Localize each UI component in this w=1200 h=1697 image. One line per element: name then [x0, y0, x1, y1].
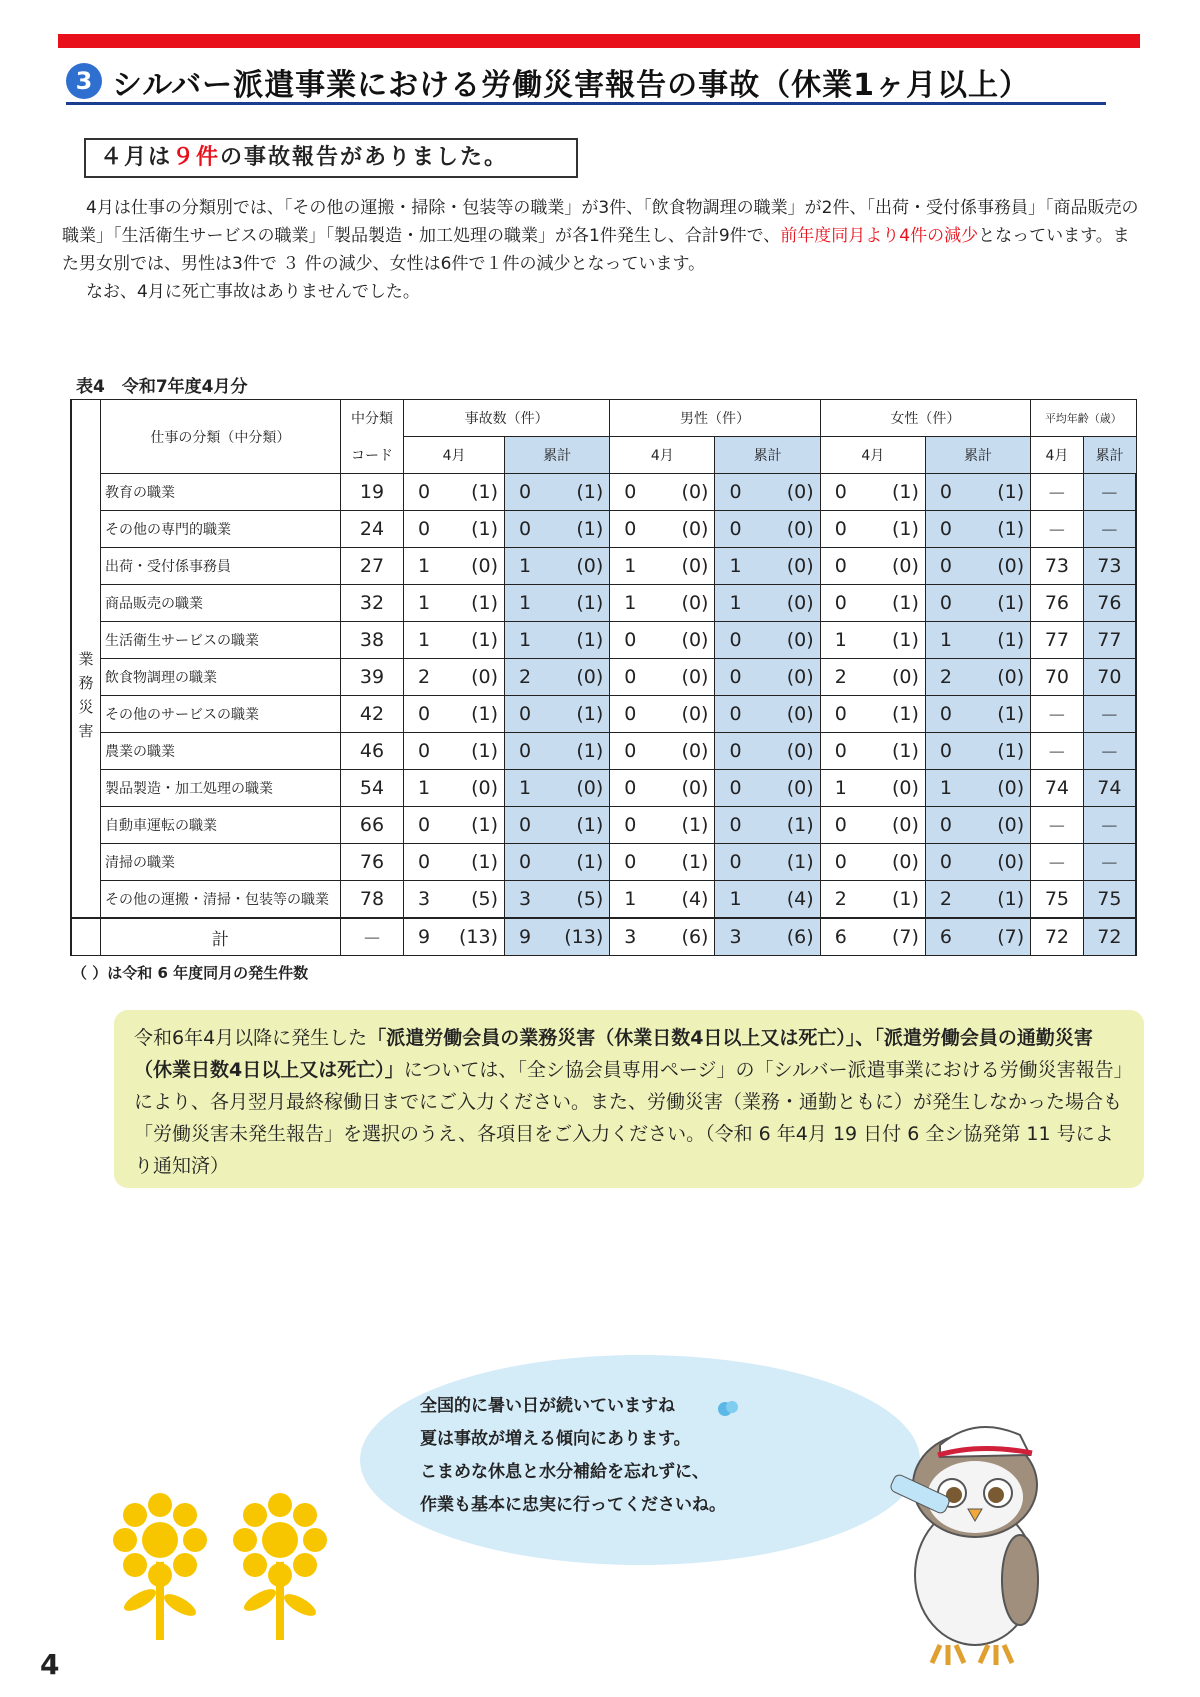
code-cell: 24 — [340, 511, 403, 548]
code-cell: 27 — [340, 548, 403, 585]
accidents-april-prev: (13) — [454, 918, 505, 956]
female-cumulative: 0 — [925, 844, 978, 881]
male-cumulative: 0 — [715, 733, 768, 770]
female-cumulative: 6 — [925, 918, 978, 956]
age-cumulative: 74 — [1083, 770, 1136, 807]
job-category-name: 生活衛生サービスの職業 — [100, 622, 340, 659]
age-cumulative: － — [1083, 474, 1136, 511]
notice-bold: 「派遣労働会員の業務災害（休業日数4日以上又は死亡）」、「派遣労働会員の通勤災害（休業日数4日以上又は死亡）」 — [134, 1027, 1093, 1081]
code-cell: 76 — [340, 844, 403, 881]
total-side-blank — [71, 918, 100, 956]
female-april-prev: (7) — [873, 918, 926, 956]
female-cumulative-prev: (0) — [978, 770, 1031, 807]
header-male-cumulative: 累計 — [715, 437, 820, 474]
female-cumulative-prev: (1) — [978, 585, 1031, 622]
age-april: － — [1031, 511, 1084, 548]
accidents-april: 1 — [404, 548, 455, 585]
age-april: － — [1031, 733, 1084, 770]
age-cumulative: 76 — [1083, 585, 1136, 622]
female-april-prev: (1) — [873, 511, 926, 548]
accidents-april-prev: (1) — [454, 511, 505, 548]
male-cumulative-prev: (0) — [768, 474, 821, 511]
male-april: 3 — [610, 918, 663, 956]
female-cumulative: 0 — [925, 696, 978, 733]
bubble-line-3: こまめな休息と水分補給を忘れずに、 — [420, 1462, 709, 1482]
age-cumulative: － — [1083, 733, 1136, 770]
female-april-prev: (1) — [873, 585, 926, 622]
age-cumulative: 72 — [1083, 918, 1136, 956]
accidents-cumulative-prev: (0) — [557, 548, 610, 585]
accidents-cumulative: 1 — [505, 622, 558, 659]
female-april: 6 — [820, 918, 873, 956]
accidents-april-prev: (1) — [454, 474, 505, 511]
female-cumulative-prev: (0) — [978, 844, 1031, 881]
bubble-line-1: 全国的に暑い日が続いていますね — [420, 1396, 675, 1416]
accidents-april-prev: (1) — [454, 807, 505, 844]
female-cumulative: 2 — [925, 881, 978, 919]
age-april: 70 — [1031, 659, 1084, 696]
male-cumulative: 0 — [715, 622, 768, 659]
female-cumulative: 0 — [925, 585, 978, 622]
table-row — [71, 844, 1136, 881]
accidents-cumulative: 1 — [505, 585, 558, 622]
female-april-prev: (1) — [873, 881, 926, 919]
male-cumulative: 0 — [715, 807, 768, 844]
body-p1-highlight: 前年度同月より4件の減少 — [780, 226, 979, 246]
age-cumulative: － — [1083, 696, 1136, 733]
side-label-char: 務 — [78, 674, 94, 693]
accidents-april: 1 — [404, 622, 455, 659]
male-cumulative: 1 — [715, 548, 768, 585]
age-april: － — [1031, 696, 1084, 733]
female-cumulative-prev: (0) — [978, 659, 1031, 696]
female-cumulative: 0 — [925, 807, 978, 844]
table-row — [71, 511, 1136, 548]
female-april: 1 — [820, 622, 873, 659]
table-row — [71, 548, 1136, 585]
age-april: 73 — [1031, 548, 1084, 585]
table-row — [71, 696, 1136, 733]
page-number: 4 — [40, 1648, 60, 1681]
header-age-april: 4月 — [1031, 437, 1084, 474]
side-label-char: 害 — [78, 722, 94, 741]
header-code-bottom: コード — [340, 437, 403, 474]
male-cumulative: 0 — [715, 696, 768, 733]
male-april: 1 — [610, 585, 663, 622]
male-cumulative: 0 — [715, 511, 768, 548]
female-april: 0 — [820, 585, 873, 622]
section-title — [66, 60, 1106, 105]
male-cumulative: 1 — [715, 881, 768, 919]
male-cumulative-prev: (4) — [768, 881, 821, 919]
accidents-april: 9 — [404, 918, 455, 956]
male-april-prev: (0) — [662, 622, 715, 659]
summary-post: の事故報告がありました。 — [220, 145, 509, 170]
female-cumulative: 0 — [925, 474, 978, 511]
male-april-prev: (0) — [662, 511, 715, 548]
female-cumulative-prev: (1) — [978, 733, 1031, 770]
accidents-april: 0 — [404, 696, 455, 733]
male-cumulative-prev: (1) — [768, 807, 821, 844]
male-cumulative-prev: (0) — [768, 733, 821, 770]
female-cumulative: 1 — [925, 770, 978, 807]
accidents-cumulative-prev: (1) — [557, 585, 610, 622]
male-april-prev: (0) — [662, 474, 715, 511]
accidents-cumulative: 0 — [505, 696, 558, 733]
header-acc-cumulative: 累計 — [505, 437, 610, 474]
accidents-april-prev: (1) — [454, 733, 505, 770]
age-april: － — [1031, 844, 1084, 881]
male-april: 0 — [610, 622, 663, 659]
male-cumulative-prev: (0) — [768, 770, 821, 807]
male-april-prev: (4) — [662, 881, 715, 919]
female-april: 0 — [820, 733, 873, 770]
side-header-blank — [71, 400, 100, 474]
sunflower-icon — [230, 1490, 330, 1640]
female-cumulative-prev: (1) — [978, 881, 1031, 919]
job-category-name: 商品販売の職業 — [100, 585, 340, 622]
notice-text-1: 令和6年4月以降に発生した — [134, 1027, 368, 1049]
accidents-april: 0 — [404, 844, 455, 881]
body-paragraph-2: なお、4月に死亡事故はありませんでした。 — [86, 282, 420, 302]
female-cumulative-prev: (1) — [978, 511, 1031, 548]
accidents-cumulative: 0 — [505, 733, 558, 770]
female-april: 0 — [820, 844, 873, 881]
accidents-april-prev: (0) — [454, 659, 505, 696]
header-male: 男性（件） — [610, 400, 820, 437]
female-april-prev: (0) — [873, 807, 926, 844]
top-red-bar — [58, 34, 1140, 48]
accidents-cumulative-prev: (13) — [557, 918, 610, 956]
female-april: 0 — [820, 511, 873, 548]
speech-bubble-tail — [830, 1490, 870, 1532]
code-cell: 39 — [340, 659, 403, 696]
accidents-april: 0 — [404, 474, 455, 511]
code-cell: 42 — [340, 696, 403, 733]
job-category-name: 農業の職業 — [100, 733, 340, 770]
job-category-name: 出荷・受付係事務員 — [100, 548, 340, 585]
job-category-name: 製品製造・加工処理の職業 — [100, 770, 340, 807]
male-april: 0 — [610, 733, 663, 770]
female-cumulative: 0 — [925, 548, 978, 585]
header-female: 女性（件） — [820, 400, 1030, 437]
accidents-cumulative-prev: (0) — [557, 770, 610, 807]
age-april: 72 — [1031, 918, 1084, 956]
male-cumulative: 1 — [715, 585, 768, 622]
job-category-name: その他のサービスの職業 — [100, 696, 340, 733]
accidents-cumulative: 0 — [505, 807, 558, 844]
female-april: 0 — [820, 548, 873, 585]
male-april-prev: (1) — [662, 807, 715, 844]
female-cumulative-prev: (0) — [978, 548, 1031, 585]
code-cell: 19 — [340, 474, 403, 511]
accidents-april: 1 — [404, 585, 455, 622]
total-label: 計 — [100, 918, 340, 956]
sweat-droplet-icon — [716, 1398, 740, 1420]
notice-text-2: については、「全シ協会員専用ページ」の「シルバー派遣事業における労働災害報告」により、各月翌月最終稼働日までにご入力ください。また、労働災害（業務・通勤ともに）が発生しなかった場合も「労働災害未発生報告」を選択のうえ、各項目をご入力ください。（令和 6 年4月 19 日付 6 全シ協発第 11 号により通知済） — [134, 1059, 1124, 1177]
accidents-cumulative: 1 — [505, 548, 558, 585]
header-female-cumulative: 累計 — [925, 437, 1030, 474]
table-row — [71, 585, 1136, 622]
female-april-prev: (0) — [873, 659, 926, 696]
accident-table — [70, 399, 1137, 956]
notice-box — [114, 1010, 1144, 1188]
table-row — [71, 659, 1136, 696]
accidents-april: 0 — [404, 511, 455, 548]
body-p1-b: となっています。また男女別では、男性は3件で ３ 件の減少、女性は6件で１件の減少となっています。 — [62, 226, 1130, 274]
summary-count: ９件 — [172, 145, 221, 170]
accidents-cumulative-prev: (5) — [557, 881, 610, 919]
accidents-april-prev: (0) — [454, 770, 505, 807]
male-april-prev: (0) — [662, 770, 715, 807]
female-april-prev: (0) — [873, 770, 926, 807]
bubble-line-2: 夏は事故が増える傾向にあります。 — [420, 1429, 691, 1449]
summary-box — [84, 138, 578, 178]
age-cumulative: 77 — [1083, 622, 1136, 659]
male-april: 1 — [610, 548, 663, 585]
male-cumulative-prev: (0) — [768, 585, 821, 622]
accidents-april-prev: (1) — [454, 696, 505, 733]
male-cumulative: 0 — [715, 844, 768, 881]
female-cumulative-prev: (1) — [978, 622, 1031, 659]
age-cumulative: － — [1083, 807, 1136, 844]
code-cell: － — [340, 918, 403, 956]
accidents-cumulative: 0 — [505, 844, 558, 881]
female-april-prev: (0) — [873, 844, 926, 881]
bubble-line-4: 作業も基本に忠実に行ってくださいね。 — [420, 1495, 726, 1515]
header-male-april: 4月 — [610, 437, 715, 474]
male-cumulative-prev: (0) — [768, 511, 821, 548]
female-cumulative-prev: (0) — [978, 807, 1031, 844]
male-cumulative-prev: (1) — [768, 844, 821, 881]
accidents-april-prev: (1) — [454, 585, 505, 622]
female-april: 0 — [820, 807, 873, 844]
accidents-april: 0 — [404, 733, 455, 770]
male-cumulative-prev: (0) — [768, 659, 821, 696]
accidents-april-prev: (5) — [454, 881, 505, 919]
male-april: 0 — [610, 807, 663, 844]
female-april-prev: (1) — [873, 622, 926, 659]
male-cumulative: 0 — [715, 474, 768, 511]
female-cumulative-prev: (1) — [978, 474, 1031, 511]
table-row — [71, 881, 1136, 919]
header-code-top: 中分類 — [340, 400, 403, 437]
job-category-name: 飲食物調理の職業 — [100, 659, 340, 696]
male-cumulative: 0 — [715, 659, 768, 696]
age-cumulative: － — [1083, 844, 1136, 881]
table-total-row — [71, 918, 1136, 956]
female-april-prev: (1) — [873, 733, 926, 770]
job-category-name: 教育の職業 — [100, 474, 340, 511]
age-april: － — [1031, 474, 1084, 511]
header-age: 平均年齢（歳） — [1031, 400, 1136, 437]
job-category-name: 清掃の職業 — [100, 844, 340, 881]
code-cell: 38 — [340, 622, 403, 659]
male-april: 0 — [610, 511, 663, 548]
accidents-cumulative: 0 — [505, 511, 558, 548]
header-female-april: 4月 — [820, 437, 925, 474]
male-april: 0 — [610, 844, 663, 881]
accidents-cumulative: 2 — [505, 659, 558, 696]
accidents-april-prev: (0) — [454, 548, 505, 585]
accidents-april: 2 — [404, 659, 455, 696]
accidents-cumulative: 3 — [505, 881, 558, 919]
male-april: 0 — [610, 474, 663, 511]
male-april: 1 — [610, 881, 663, 919]
age-cumulative: － — [1083, 511, 1136, 548]
table-footnote: （ ）は令和 6 年度同月の発生件数 — [72, 964, 309, 982]
age-cumulative: 75 — [1083, 881, 1136, 919]
male-april: 0 — [610, 659, 663, 696]
side-label-char: 災 — [78, 698, 94, 717]
female-cumulative-prev: (7) — [978, 918, 1031, 956]
male-april-prev: (6) — [662, 918, 715, 956]
accidents-cumulative: 9 — [505, 918, 558, 956]
accidents-april: 0 — [404, 807, 455, 844]
accidents-cumulative: 1 — [505, 770, 558, 807]
body-text — [62, 194, 1142, 306]
body-p1-a: 4月は仕事の分類別では、「その他の運搬・掃除・包装等の職業」が3件、「飲食物調理の職業」が2件、「出荷・受付係事務員」「商品販売の職業」「生活衛生サービスの職業」「製品製造・加工処理の職業」が各1件発生し、合計9件で、 — [62, 198, 1139, 246]
table-row — [71, 770, 1136, 807]
table-row — [71, 733, 1136, 770]
female-cumulative: 2 — [925, 659, 978, 696]
section-title-text: シルバー派遣事業における労働災害報告の事故（休業1ヶ月以上） — [112, 68, 1031, 103]
age-april: 75 — [1031, 881, 1084, 919]
male-cumulative: 0 — [715, 770, 768, 807]
header-category: 仕事の分類（中分類） — [100, 400, 340, 474]
female-april: 0 — [820, 696, 873, 733]
job-category-name: 自動車運転の職業 — [100, 807, 340, 844]
age-april: 74 — [1031, 770, 1084, 807]
female-april: 2 — [820, 659, 873, 696]
header-accidents: 事故数（件） — [404, 400, 610, 437]
accidents-cumulative-prev: (1) — [557, 844, 610, 881]
age-april: － — [1031, 807, 1084, 844]
accidents-cumulative-prev: (1) — [557, 474, 610, 511]
accidents-cumulative-prev: (1) — [557, 733, 610, 770]
code-cell: 66 — [340, 807, 403, 844]
accidents-april: 1 — [404, 770, 455, 807]
code-cell: 32 — [340, 585, 403, 622]
body-paragraph-1 — [62, 194, 1142, 278]
male-cumulative-prev: (0) — [768, 548, 821, 585]
age-cumulative: 70 — [1083, 659, 1136, 696]
female-cumulative: 0 — [925, 511, 978, 548]
table-caption: 表4 令和7年度4月分 — [76, 377, 248, 397]
female-cumulative-prev: (1) — [978, 696, 1031, 733]
accidents-cumulative-prev: (0) — [557, 659, 610, 696]
male-april-prev: (0) — [662, 548, 715, 585]
age-april: 77 — [1031, 622, 1084, 659]
female-april: 1 — [820, 770, 873, 807]
code-cell: 78 — [340, 881, 403, 919]
female-cumulative: 0 — [925, 733, 978, 770]
side-label-work-accident — [71, 474, 100, 919]
male-april: 0 — [610, 770, 663, 807]
accidents-cumulative-prev: (1) — [557, 807, 610, 844]
male-april-prev: (0) — [662, 585, 715, 622]
speech-bubble-text — [420, 1390, 726, 1522]
job-category-name: その他の専門的職業 — [100, 511, 340, 548]
female-april-prev: (1) — [873, 474, 926, 511]
sunflower-icon — [110, 1490, 210, 1640]
accidents-cumulative-prev: (1) — [557, 622, 610, 659]
side-label-char: 業 — [78, 650, 94, 669]
accidents-cumulative-prev: (1) — [557, 511, 610, 548]
owl-mascot-icon — [880, 1405, 1060, 1670]
female-april-prev: (1) — [873, 696, 926, 733]
female-april: 2 — [820, 881, 873, 919]
male-april-prev: (0) — [662, 696, 715, 733]
accidents-cumulative: 0 — [505, 474, 558, 511]
male-april-prev: (0) — [662, 733, 715, 770]
male-cumulative: 3 — [715, 918, 768, 956]
age-cumulative: 73 — [1083, 548, 1136, 585]
accidents-april: 3 — [404, 881, 455, 919]
table-row — [71, 622, 1136, 659]
code-cell: 54 — [340, 770, 403, 807]
table-row — [71, 807, 1136, 844]
accidents-april-prev: (1) — [454, 844, 505, 881]
male-april-prev: (0) — [662, 659, 715, 696]
accidents-april-prev: (1) — [454, 622, 505, 659]
header-acc-april: 4月 — [404, 437, 505, 474]
age-april: 76 — [1031, 585, 1084, 622]
accidents-cumulative-prev: (1) — [557, 696, 610, 733]
male-cumulative-prev: (0) — [768, 622, 821, 659]
male-april: 0 — [610, 696, 663, 733]
male-april-prev: (1) — [662, 844, 715, 881]
female-april-prev: (0) — [873, 548, 926, 585]
summary-pre: ４月は — [100, 145, 173, 170]
male-cumulative-prev: (0) — [768, 696, 821, 733]
table-row — [71, 474, 1136, 511]
female-april: 0 — [820, 474, 873, 511]
male-cumulative-prev: (6) — [768, 918, 821, 956]
header-age-cumulative: 累計 — [1083, 437, 1136, 474]
female-cumulative: 1 — [925, 622, 978, 659]
section-number-badge: 3 — [66, 63, 102, 99]
job-category-name: その他の運搬・清掃・包装等の職業 — [100, 881, 340, 919]
code-cell: 46 — [340, 733, 403, 770]
